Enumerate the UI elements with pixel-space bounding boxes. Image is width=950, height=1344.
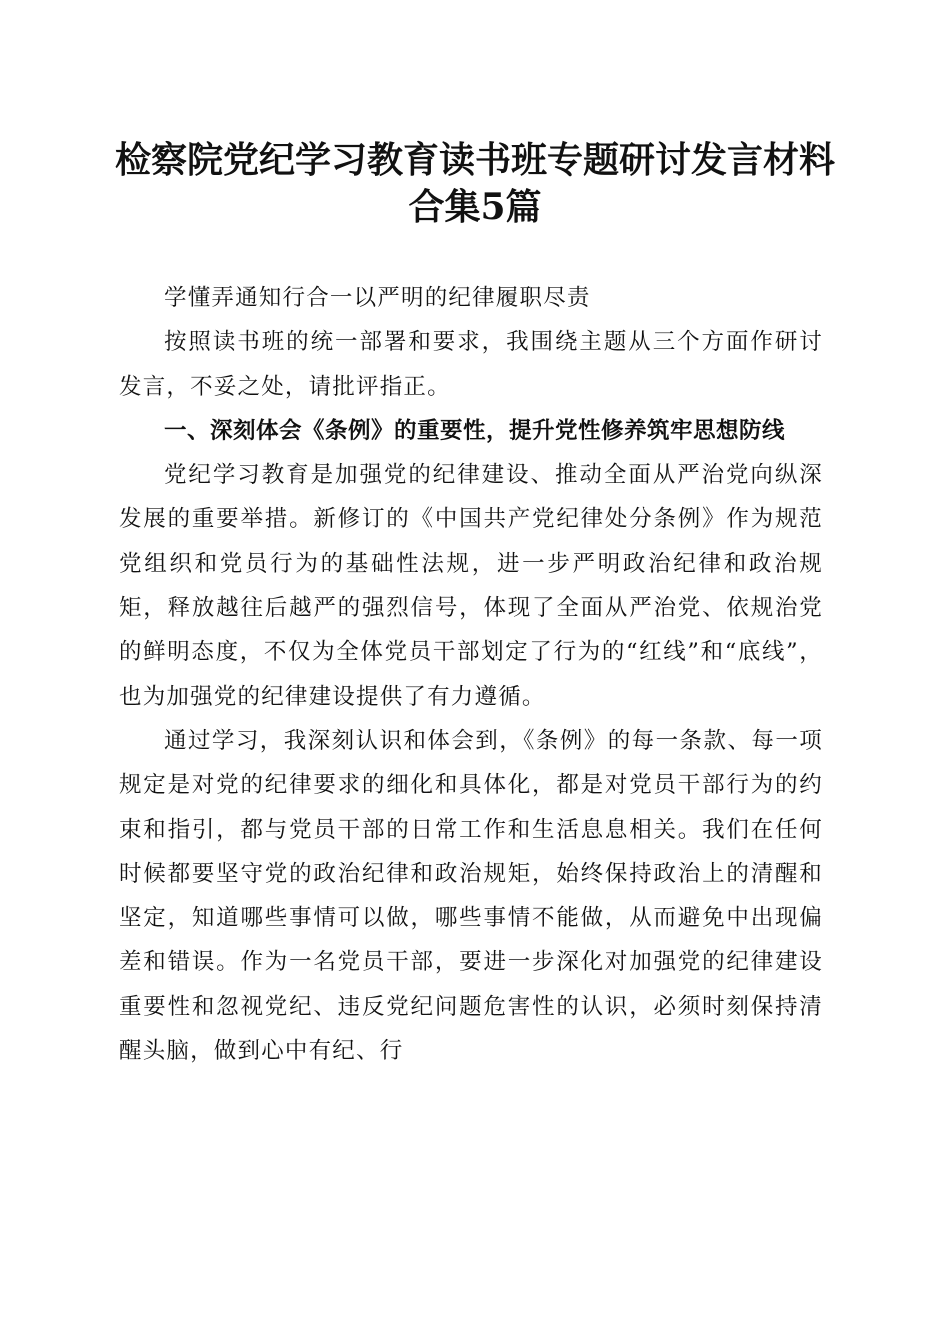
body-paragraph-1: 党纪学习教育是加强党的纪律建设、推动全面从严治党向纵深发展的重要举措。新修订的《中国共产党纪律处分条例》作为规范党组织和党员行为的基础性法规，进一步严明政治纪律和政治规矩，释放越往后越严的强烈信号，体现了全面从严治党、依规治党的鲜明态度，不仅为全体党员干部划定了行为的“红线”和“底线”，也为加强党的纪律建设提供了有力遵循。 xyxy=(119,462,823,710)
section-heading: 一、深刻体会《条例》的重要性，提升党性修养筑牢思想防线 xyxy=(164,417,786,444)
document-title-line-1: 检察院党纪学习教育读书班专题研讨发言材料 xyxy=(114,139,835,181)
document-title-line-2: 合集5篇 xyxy=(408,186,542,228)
subtitle-paragraph: 学懂弄通知行合一以严明的纪律履职尽责 xyxy=(164,285,591,311)
document-body xyxy=(119,276,823,1073)
intro-paragraph: 按照读书班的统一部署和要求，我围绕主题从三个方面作研讨发言，不妥之处，请批评指正。 xyxy=(119,329,823,400)
body-paragraph-2: 通过学习，我深刻认识和体会到，《条例》的每一条款、每一项规定是对党的纪律要求的细化和具体化，都是对党员干部行为的约束和指引，都与党员干部的日常工作和生活息息相关。我们在任何时候都要坚守党的政治纪律和政治规矩，始终保持政治上的清醒和坚定，知道哪些事情可以做，哪些事情不能做，从而避免中出现偏差和错误。作为一名党员干部，要进一步深化对加强党的纪律建设重要性和忽视党纪、违反党纪问题危害性的认识，必须时刻保持清醒头脑，做到心中有纪、行 xyxy=(119,727,823,1065)
